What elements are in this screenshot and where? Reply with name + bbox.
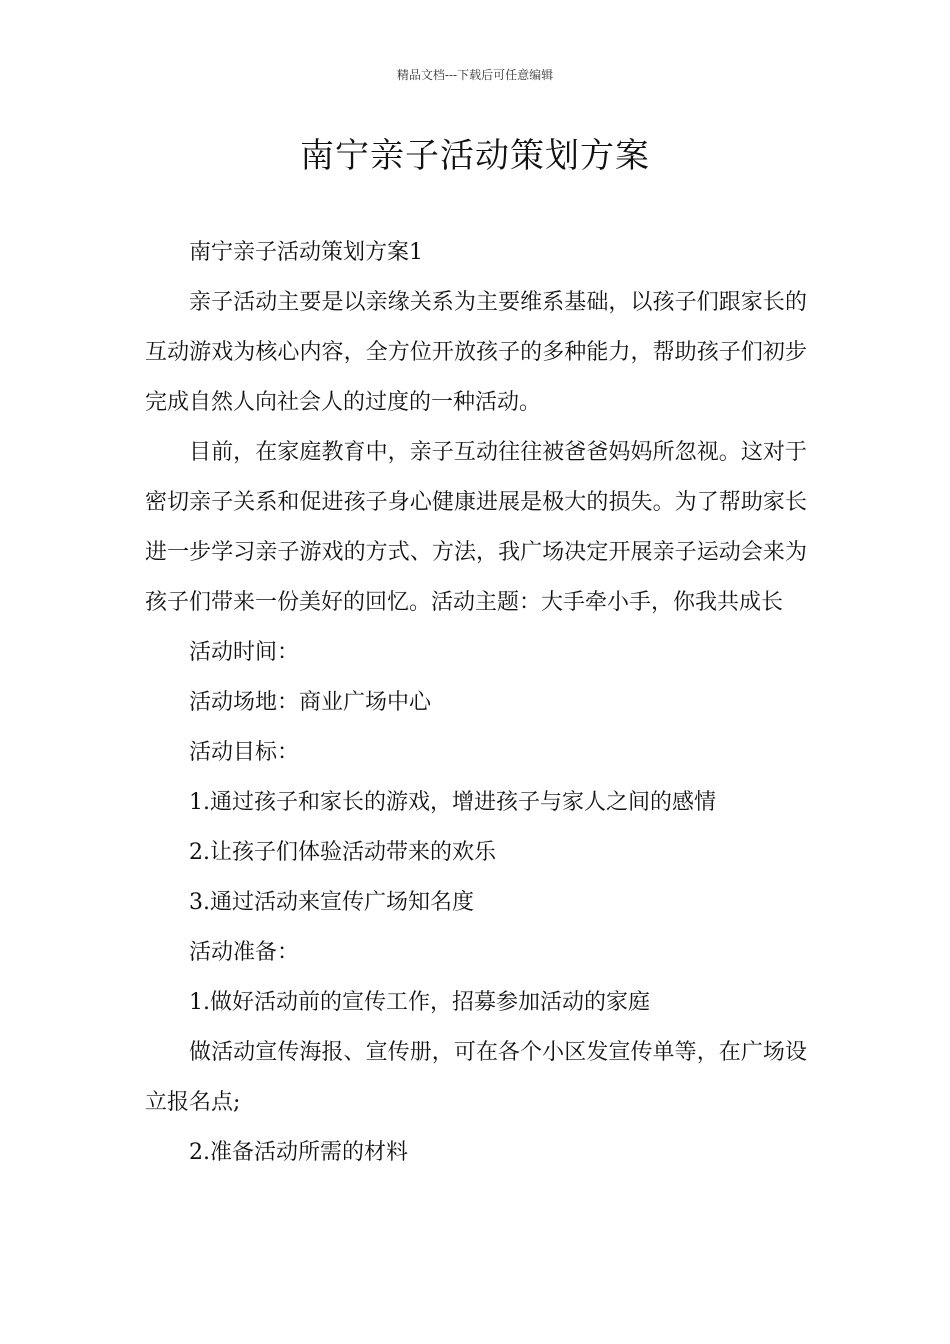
paragraph-intro: 亲子活动主要是以亲缘关系为主要维系基础，以孩子们跟家长的互动游戏为核心内容，全方位开放孩子的多种能力，帮助孩子们初步完成自然人向社会人的过度的一种活动。 (145, 290, 807, 415)
header-note: 精品文档---下载后可任意编辑 (396, 68, 554, 82)
paragraph-background: 目前，在家庭教育中，亲子互动往往被爸爸妈妈所忽视。这对于密切亲子关系和促进孩子身心健康进展是极大的损失。为了帮助家长进一步学习亲子游戏的方式、方法，我广场决定开展亲子运动会来为孩子们带来一份美好的回忆。活动主题：大手牵小手，你我共成长 (145, 440, 807, 615)
paragraph-activity-time: 活动时间： (189, 640, 300, 665)
paragraph-prep-2: 2.准备活动所需的材料 (189, 1140, 408, 1165)
paragraph-preparation: 活动准备： (189, 940, 300, 965)
paragraph-prep-1: 1.做好活动前的宣传工作，招募参加活动的家庭 (189, 990, 650, 1015)
paragraph-activity-goals: 活动目标： (189, 740, 300, 765)
paragraph-goal-1: 1.通过孩子和家长的游戏，增进孩子与家人之间的感情 (189, 790, 716, 815)
paragraph-goal-2: 2.让孩子们体验活动带来的欢乐 (189, 840, 496, 865)
document-body (145, 228, 807, 1178)
paragraph-goal-3: 3.通过活动来宣传广场知名度 (189, 890, 474, 915)
paragraph-activity-venue: 活动场地：商业广场中心 (189, 690, 432, 715)
paragraph-prep-detail: 做活动宣传海报、宣传册，可在各个小区发宣传单等，在广场设立报名点; (145, 1040, 807, 1115)
document-title: 南宁亲子活动策划方案 (300, 136, 650, 176)
paragraph-subtitle: 南宁亲子活动策划方案1 (189, 240, 423, 265)
